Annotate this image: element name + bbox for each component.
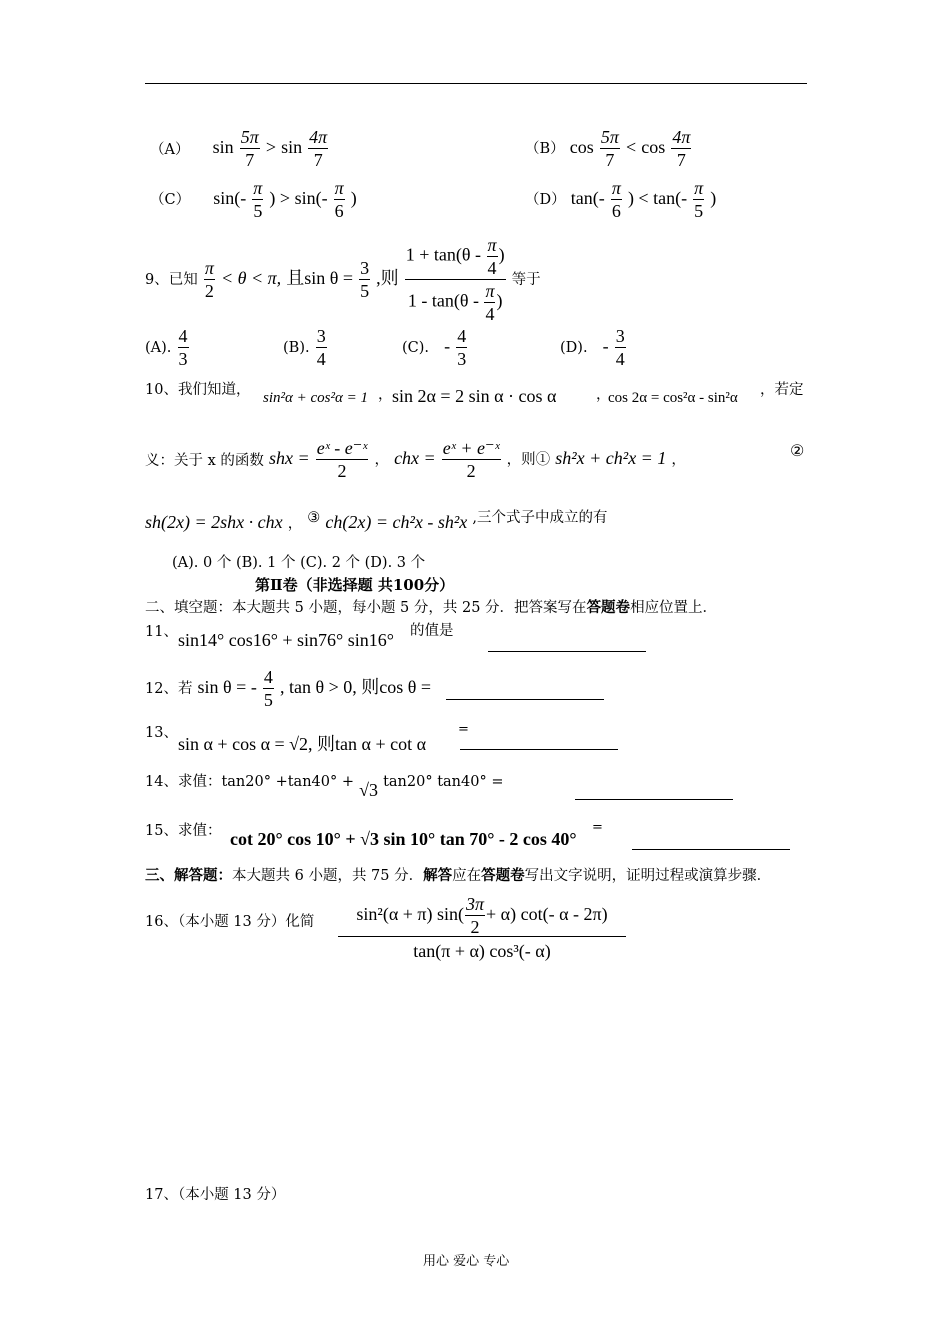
- q11-tail: 的值是: [410, 623, 454, 639]
- q10-identity-3: cos 2α = cos²α - sin²α: [608, 390, 738, 406]
- q8-option-d: （D） tan(- $\frac{\pi}{6}$ ) < tan(- $\frac{\pi}{5}$ ): [525, 178, 717, 221]
- q10-line1: 10、我们知道，: [145, 382, 251, 398]
- q9-option-c: (C). - $\frac{4}{3}$: [402, 326, 467, 369]
- part3-intro: 三、解答题：本大题共 6 小题，共 75 分．解答应在答题卷写出文字说明，证明过程或演算步骤．: [145, 867, 772, 884]
- q10-sep-1: ，: [378, 387, 393, 403]
- q15-expr: cot 20° cos 10° + √3 sin 10° tan 70° - 2 cos 40°: [230, 829, 577, 849]
- q10-options: (A). 0 个 (B). 1 个 (C). 2 个 (D). 3 个: [172, 555, 426, 571]
- q8-option-c: （C） sin(- $\frac{\pi}{5}$ ) > sin(- $\frac{\pi}{6}$ ): [150, 178, 357, 221]
- q9-option-b: (B). $\frac{3}{4}$: [283, 326, 326, 369]
- header-rule: [145, 83, 807, 84]
- q9-main-fraction: 1 + tan(θ - $\frac{\pi}{4}$ ) 1 - tan(θ - $\frac{\pi}{4}$ ): [405, 235, 505, 324]
- q17-label: 17、（本小题 13 分）: [145, 1187, 286, 1203]
- q13-answer-blank[interactable]: [460, 749, 618, 750]
- q10-line3: sh(2x) = 2shx · chx ， ③ ch(2x) = ch²x - sh²x ,三个式子中成立的有: [145, 510, 608, 532]
- q14-stem: 14、求值：tan20° +tan40° + √3 tan20° tan40° =: [145, 774, 504, 800]
- q15-label: 15、求值：: [145, 823, 222, 839]
- q13-expr: sin α + cos α = √2, 则tan α + cot α: [178, 734, 427, 754]
- q10-identity-2: sin 2α = 2 sin α · cos α: [392, 386, 557, 406]
- q10-identity-1: sin²α + cos²α = 1: [263, 390, 368, 406]
- q12-answer-blank[interactable]: [446, 699, 604, 700]
- page-footer: 用心 爱心 专心: [423, 1254, 510, 1269]
- q10-sep-2: ，: [596, 387, 611, 403]
- q11-answer-blank[interactable]: [488, 651, 646, 652]
- q15-answer-blank[interactable]: [632, 849, 790, 850]
- q9-option-d: (D). - $\frac{3}{4}$: [560, 326, 625, 369]
- q8-option-b: （B） cos $\frac{5\pi}{7}$ < cos $\frac{4\pi}{7}$: [525, 127, 691, 170]
- q9-option-a: (A). $\frac{4}{3}$: [145, 326, 188, 369]
- q16-fraction: sin²(α + π) sin( $\frac{3\pi}{2}$ + α) cot(- α - 2π) tan(π + α) cos³(- α): [338, 892, 626, 965]
- q10-circle-2: ②: [790, 441, 805, 460]
- q13-label: 13、: [145, 725, 178, 741]
- fill-intro: 二、填空题：本大题共 5 小题，每小题 5 分，共 25 分．把答案写在答题卷相应位置上．: [145, 599, 718, 616]
- q13-eq: =: [458, 722, 469, 737]
- q11-label: 11、: [145, 624, 178, 640]
- q8-option-a: （A） sin $\frac{5\pi}{7}$ > sin $\frac{4\pi}{7}$: [150, 127, 328, 170]
- q12-stem: 12、若 sin θ = - $\frac{4}{5}$ , tan θ > 0, 则cos θ =: [145, 667, 432, 710]
- q11-expr: sin14° cos16° + sin76° sin16°: [178, 630, 394, 650]
- part2-title: 第Ⅱ卷（非选择题 共100分）: [255, 576, 455, 594]
- q16-label: 16、（本小题 13 分）化简: [145, 914, 315, 930]
- q10-ruo: ，若定: [760, 382, 804, 398]
- q14-answer-blank[interactable]: [575, 799, 733, 800]
- q15-eq: =: [592, 820, 603, 835]
- q10-line2: 义：关于 x 的函数 shx = $\frac{\text{eˣ - e⁻ˣ}}{2}$ ， chx = $\frac{\text{eˣ + e⁻ˣ}}{2}$ ，则① sh²x + ch²x = 1 ，: [145, 438, 686, 481]
- q9-stem: 9、已知 $\frac{\pi}{2}$ < θ < π, 且sin θ = $\frac{3}{5}$ ,则 1 + tan(θ - $\frac{\pi}{4}$ ) 1 - tan(θ - $\frac{\pi}{4}$ ) 等于: [145, 235, 541, 324]
